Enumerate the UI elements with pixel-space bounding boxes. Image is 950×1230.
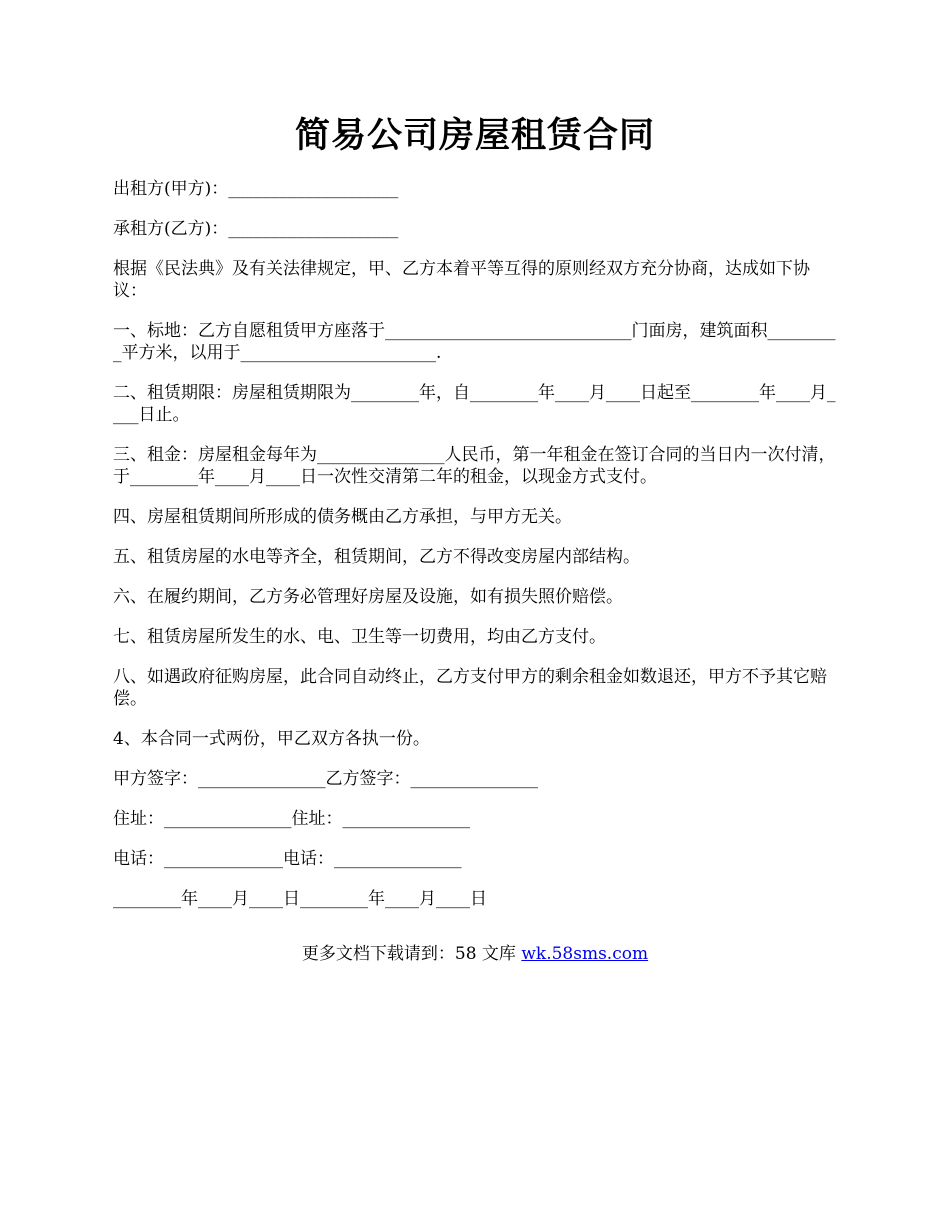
preamble-paragraph: 根据《民法典》及有关法律规定，甲、乙方本着平等互得的原则经双方充分协商，达成如下协议： <box>113 259 810 301</box>
lessor-line: 出租方(甲方)：____________________ <box>113 179 399 199</box>
phone-line: 电话：______________电话：_______________ <box>113 849 462 869</box>
document-body <box>113 178 841 928</box>
clause-8-termination: 八、如遇政府征购房屋，此合同自动终止，乙方支付甲方的剩余租金如数退还，甲方不予其它赔偿。 <box>113 667 827 709</box>
clause-7-expenses: 七、租赁房屋所发生的水、电、卫生等一切费用，均由乙方支付。 <box>113 627 606 647</box>
footer <box>0 943 950 965</box>
clause-5-utilities: 五、租赁房屋的水电等齐全，租赁期间，乙方不得改变房屋内部结构。 <box>113 547 640 567</box>
clause-6-maintenance: 六、在履约期间，乙方务必管理好房屋及设施，如有损失照价赔偿。 <box>113 587 623 607</box>
clause-1-premises: 一、标地：乙方自愿租赁甲方座落于_____________________________门面房，建筑面积_________平方米，以用于_______________________. <box>113 321 836 363</box>
clause-3-rent: 三、租金：房屋租金每年为_______________人民币，第一年租金在签订合同的当日内一次付清，于________年____月____日一次性交清第二年的租金，以现金方式支付。 <box>113 445 836 487</box>
footer-link[interactable]: wk.58sms.com <box>521 944 649 964</box>
clause-copies: 4、本合同一式两份，甲乙双方各执一份。 <box>113 729 430 749</box>
lessee-line: 承租方(乙方)：____________________ <box>113 219 399 239</box>
date-line: ________年____月____日________年____月____日 <box>113 889 487 909</box>
clause-2-term: 二、租赁期限：房屋租赁期限为________年，自________年____月____日起至________年____月____日止。 <box>113 383 836 425</box>
address-line: 住址：_______________住址：_______________ <box>113 809 470 829</box>
footer-text: 更多文档下载请到：58 文库 <box>301 944 522 964</box>
clause-4-debts: 四、房屋租赁期间所形成的债务概由乙方承担，与甲方无关。 <box>113 507 572 527</box>
document-title: 简易公司房屋租赁合同 <box>294 115 655 156</box>
signature-line: 甲方签字：_______________乙方签字：_______________ <box>113 769 538 789</box>
